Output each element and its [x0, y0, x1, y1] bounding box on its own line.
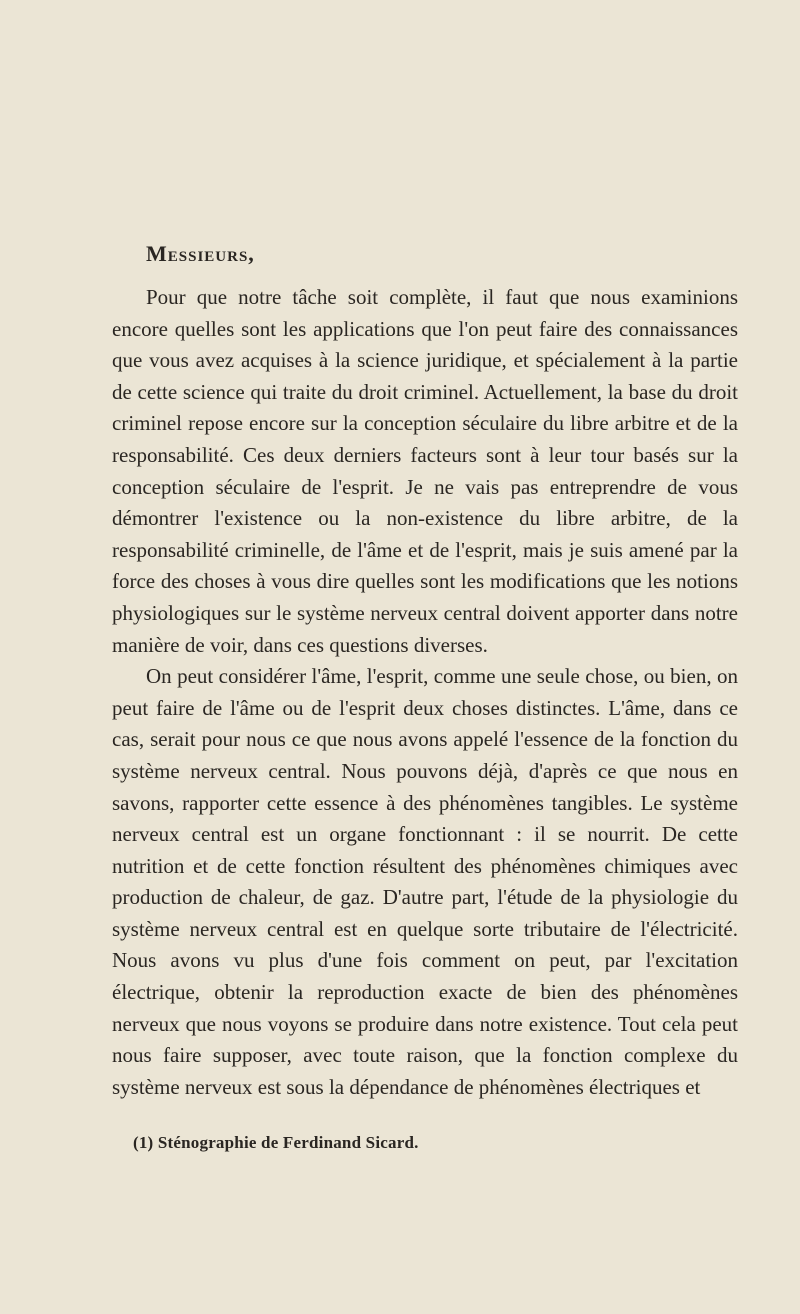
body-text	[112, 240, 738, 1103]
footnote: (1) Sténographie de Ferdinand Sicard.	[133, 1133, 419, 1152]
salutation-heading: Messieurs,	[146, 241, 255, 266]
paragraph-2: On peut considérer l'âme, l'esprit, comme une seule chose, ou bien, on peut faire de l'âme ou de l'esprit deux choses distinctes. L'âme, dans ce cas, serait pour nous ce que nous avons appelé l'essence de la fonction du système nerveux central. Nous pouvons déjà, d'après ce que nous en savons, rapporter cette essence à des phénomènes tangibles. Le système nerveux central est un organe fonctionnant : il se nourrit. De cette nutrition et de cette fonction résultent des phénomènes chimiques avec production de chaleur, de gaz. D'autre part, l'étude de la physiologie du système nerveux central est en quelque sorte tributaire de l'électricité. Nous avons vu plus d'une fois comment on peut, par l'excitation électrique, obtenir la reproduction exacte de bien des phénomènes nerveux que nous voyons se produire dans notre existence. Tout cela peut nous faire supposer, avec toute raison, que la fonction complexe du système nerveux est sous la dépendance de phénomènes électriques et	[112, 664, 738, 1099]
paragraph-1: Pour que notre tâche soit complète, il faut que nous examinions encore quelles sont les applications que l'on peut faire des connaissances que vous avez acquises à la science juridique, et spécialement à la partie de cette science qui traite du droit criminel. Actuellement, la base du droit criminel repose encore sur la conception séculaire du libre arbitre et de la responsabilité. Ces deux derniers facteurs sont à leur tour basés sur la conception séculaire de l'esprit. Je ne vais pas entreprendre de vous démontrer l'existence ou la non-existence du libre arbitre, de la responsabilité criminelle, de l'âme et de l'esprit, mais je suis amené par la force des choses à vous dire quelles sont les modifications que les notions physiologiques sur le système nerveux central doivent apporter dans notre manière de voir, dans ces questions diverses.	[112, 285, 738, 657]
